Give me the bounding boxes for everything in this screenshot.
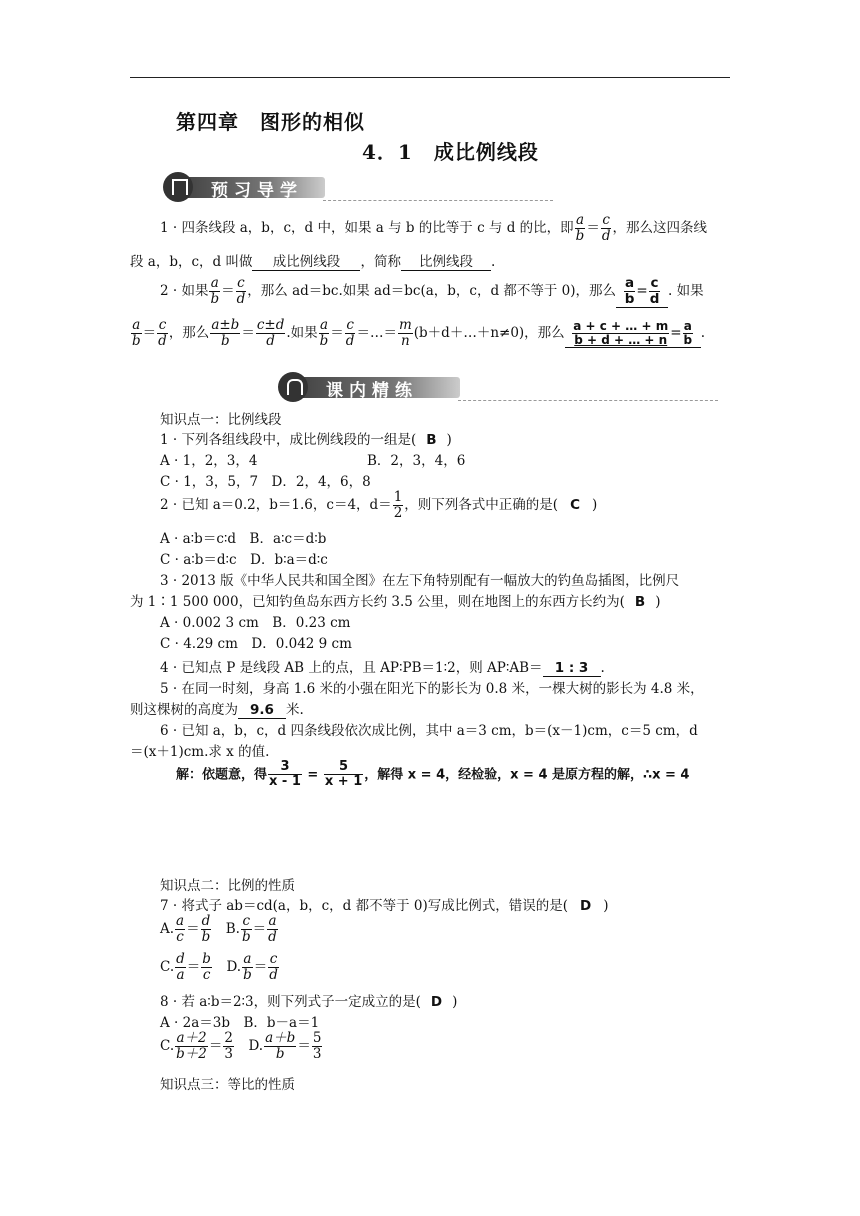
q1-option-b: B．2，3，4，6 bbox=[367, 453, 466, 469]
q5-answer: 9.6 bbox=[238, 702, 286, 719]
preview-q2-line2: $\frac{a}{b}$ ＝ $\frac{c}{d}$ ，那么 $\frac{a\pm b}{b}$ ＝ $\frac{c\pm d}{d}$ .如果 $\frac{a}{b}$ ＝ $\frac{c}{d}$ ＝…＝ $\frac{m}{n}$ (b＋d＋…＋n≠0)，那么 $\frac{a + c + \dots + m}{b + d + \dots + n}$ = $\frac{a}{b}$ . bbox=[132, 317, 705, 349]
q7-options-ab: A. $\frac{a}{c}$ ＝ $\frac{d}{b}$ B. $\frac{c}{b}$ ＝ $\frac{a}{d}$ bbox=[160, 913, 277, 945]
preview-q2-line1: 2 · 如果 $\frac{a}{b}$ ＝ $\frac{c}{d}$ ，那么 ad＝bc.如果 ad＝bc(a，b，c，d 都不等于 0)，那么 $\frac{a}{b}$ = $\frac{c}{d}$ . 如果 bbox=[160, 275, 704, 307]
q6-line2: ＝(x＋1)cm.求 x 的值. bbox=[130, 744, 270, 760]
answer-blank: $\frac{a + c + \dots + m}{b + d + \dots + n}$ = $\frac{a}{b}$ bbox=[565, 320, 701, 348]
q6-line1: 6 · 已知 a，b，c，d 四条线段依次成比例，其中 a＝3 cm，b＝(x－1)cm，c＝5 cm，d bbox=[160, 723, 698, 739]
preview-banner-label: 预习导学 bbox=[211, 181, 303, 201]
q8-stem: 8 · 若 a∶b＝2∶3，则下列式子一定成立的是( D ) bbox=[160, 994, 458, 1010]
q8-options-ab: A · 2a＝3b B．b－a＝1 bbox=[160, 1015, 320, 1031]
practice-banner-label: 课内精练 bbox=[326, 381, 418, 401]
q4: 4 · 已知点 P 是线段 AB 上的点，且 AP∶PB＝1∶2，则 AP∶AB＝ 1 : 3 . bbox=[160, 660, 605, 676]
practice-banner bbox=[278, 372, 718, 402]
q6-solution: 解：依题意，得 $\frac{3}{x - 1}$ = $\frac{5}{x + 1}$ ，解得 x = 4，经检验，x = 4 是原方程的解，∴x = 4 bbox=[176, 759, 690, 790]
q2-stem: 2 · 已知 a＝0.2，b＝1.6，c＝4，d＝ $\frac{1}{2}$ ，则下列各式中正确的是( C ) bbox=[160, 489, 598, 521]
section-title: 4．1 成比例线段 bbox=[362, 140, 539, 164]
q7-answer: D bbox=[580, 898, 592, 914]
preview-q1-line1: 1 · 四条线段 a，b，c，d 中，如果 a 与 b 的比等于 c 与 d 的比，即 $\frac{a}{b}$ ＝ $\frac{c}{d}$ ，那么这四条线 bbox=[160, 212, 707, 244]
q3-options-cd: C · 4.29 cm D．0.042 9 cm bbox=[160, 636, 352, 652]
q1-option-a: A · 1，2，3，4 bbox=[160, 453, 258, 469]
q1-answer: B bbox=[426, 432, 437, 448]
knowledge-point-1: 知识点一：比例线段 bbox=[160, 412, 282, 428]
answer-blank: 比例线段 bbox=[401, 250, 491, 271]
q3-line2: 为 1∶1 500 000，已知钓鱼岛东西方长约 3.5 公里，则在地图上的东西方长约为( B ) bbox=[130, 594, 661, 610]
q7-stem: 7 · 将式子 ab＝cd(a，b，c，d 都不等于 0)写成比例式，错误的是( D ) bbox=[160, 898, 609, 914]
q2-options-cd: C · a∶b＝d∶c D．b∶a＝d∶c bbox=[160, 552, 328, 568]
q8-answer: D bbox=[430, 994, 443, 1010]
q5-line2: 则这棵树的高度为 9.6 米. bbox=[130, 702, 304, 718]
q3-options-ab: A · 0.002 3 cm B．0.23 cm bbox=[160, 615, 351, 631]
q4-answer: 1 : 3 bbox=[543, 660, 601, 677]
knowledge-point-2: 知识点二：比例的性质 bbox=[160, 878, 295, 894]
answer-blank: $\frac{a}{b}$ = $\frac{c}{d}$ bbox=[616, 276, 668, 308]
top-rule bbox=[130, 77, 730, 78]
q1-options-cd: C · 1，3，5，7 D．2，4，6，8 bbox=[160, 474, 371, 490]
q3-line1: 3 · 2013 版《中华人民共和国全图》在左下角特别配有一幅放大的钓鱼岛插图，比例尺 bbox=[160, 573, 680, 589]
preview-q1-line2: 段 a，b，c，d 叫做 成比例线段 ，简称 比例线段 . bbox=[130, 250, 495, 271]
q2-answer: C bbox=[570, 496, 580, 513]
q8-options-cd: C. $\frac{a+2}{b+2}$ ＝ $\frac{2}{3}$ D. $\frac{a+b}{b}$ ＝ $\frac{5}{3}$ bbox=[160, 1030, 322, 1062]
book-icon bbox=[163, 172, 193, 202]
q3-answer: B bbox=[634, 594, 646, 610]
q5-line1: 5 · 在同一时刻，身高 1.6 米的小强在阳光下的影长为 0.8 米，一棵大树的影长为 4.8 米， bbox=[160, 681, 704, 697]
knowledge-point-3: 知识点三：等比的性质 bbox=[160, 1077, 295, 1093]
q2-options-ab: A · a∶b＝c∶d B．a∶c＝d∶b bbox=[160, 531, 327, 547]
chapter-title: 第四章 图形的相似 bbox=[176, 110, 365, 134]
preview-banner bbox=[163, 172, 403, 202]
q1-stem: 1 · 下列各组线段中，成比例线段的一组是( B ) bbox=[160, 432, 452, 448]
answer-blank: 成比例线段 bbox=[252, 250, 360, 271]
pencil-icon bbox=[278, 372, 308, 402]
q7-options-cd: C. $\frac{d}{a}$ ＝ $\frac{b}{c}$ D. $\frac{a}{b}$ ＝ $\frac{c}{d}$ bbox=[160, 951, 278, 983]
